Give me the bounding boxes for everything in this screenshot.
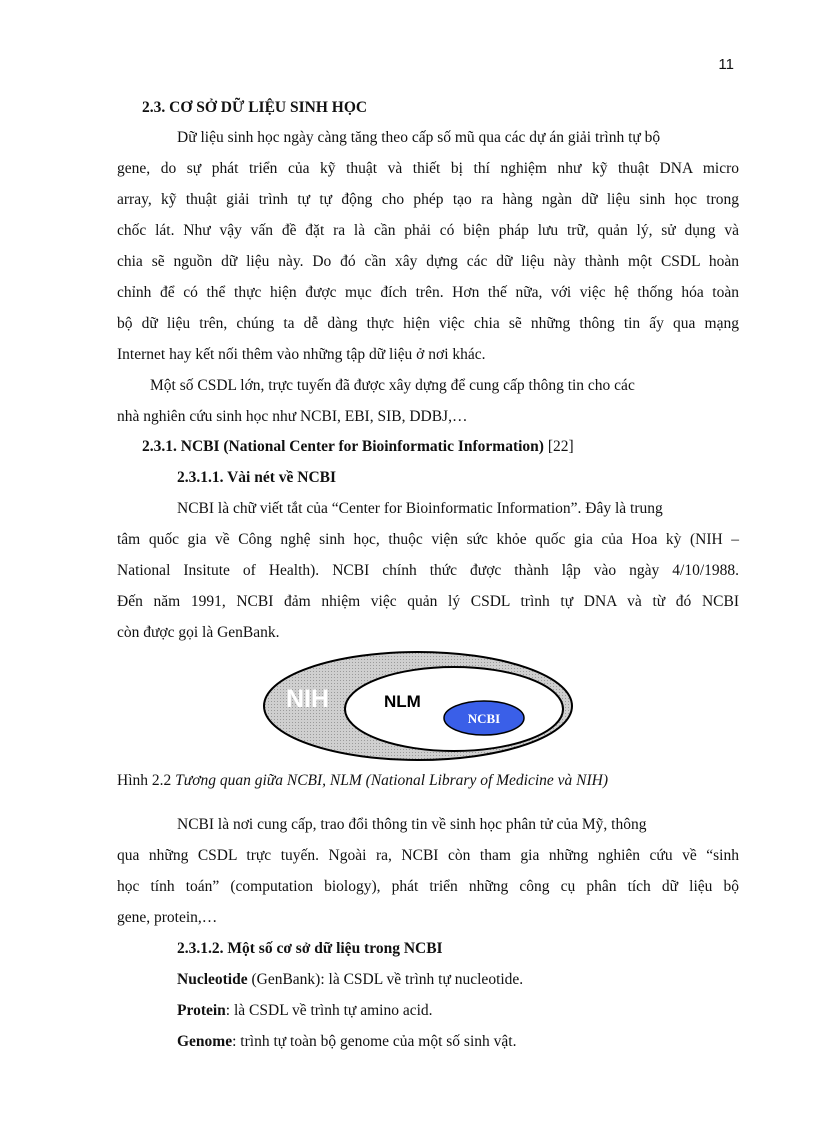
page-number: 11 xyxy=(718,56,734,73)
subsection-heading xyxy=(142,437,574,457)
item-text: : trình tự toàn bộ genome của một số sinh vật. xyxy=(232,1033,517,1050)
list-item xyxy=(177,1001,433,1021)
paragraph-line: NCBI là nơi cung cấp, trao đổi thông tin về sinh học phân tử của Mỹ, thông xyxy=(177,816,647,833)
list-item xyxy=(177,1032,516,1052)
caption-text: Tương quan giữa NCBI, NLM (National Library of Medicine và NIH) xyxy=(175,772,609,789)
paragraph-line: chốc lát. Như vậy vấn đề đặt ra là cần phải có biện pháp lưu trữ, quản lý, sử dụng và xyxy=(117,222,739,239)
section-heading: 2.3. CƠ SỞ DỮ LIỆU SINH HỌC xyxy=(142,99,368,116)
nlm-label: NLM xyxy=(384,692,421,711)
paragraph-line: Dữ liệu sinh học ngày càng tăng theo cấp số mũ qua các dự án giải trình tự bộ xyxy=(177,129,661,146)
paragraph-line: bộ dữ liệu trên, chúng ta dễ dàng thực hiện việc chia sẽ những thông tin ấy qua mạng xyxy=(117,315,739,332)
subsection-title: 2.3.1. NCBI (National Center for Bioinformatic Information) xyxy=(142,438,544,455)
item-text: : là CSDL về trình tự amino acid. xyxy=(225,1002,433,1019)
paragraph-line: Đến năm 1991, NCBI đảm nhiệm việc quản lý CSDL trình tự DNA và từ đó NCBI xyxy=(117,593,739,610)
paragraph-line: gene, do sự phát triển của kỹ thuật và thiết bị thí nghiệm như kỹ thuật DNA micro xyxy=(117,160,739,177)
paragraph-line: học tính toán” (computation biology), phát triển những công cụ phân tích dữ liệu bộ xyxy=(117,878,739,895)
paragraph-line: Internet hay kết nối thêm vào những tập dữ liệu ở nơi khác. xyxy=(117,346,486,363)
item-term: Nucleotide xyxy=(177,971,248,988)
list-item xyxy=(177,970,523,990)
paragraph-line: chỉnh để có thể thực hiện được mục đích trên. Hơn thế nữa, với việc hệ thống hóa toàn xyxy=(117,284,739,301)
paragraph-line: nhà nghiên cứu sinh học như NCBI, EBI, SIB, DDBJ,… xyxy=(117,408,468,425)
figure-caption xyxy=(117,771,608,791)
paragraph-line: còn được gọi là GenBank. xyxy=(117,624,280,641)
sub1-heading: 2.3.1.1. Vài nét về NCBI xyxy=(177,469,337,486)
paragraph-line: array, kỹ thuật giải trình tự tự động cho phép tạo ra hàng ngàn dữ liệu sinh học trong xyxy=(117,191,739,208)
paragraph-line: chia sẽ nguồn dữ liệu này. Do đó cần xây dựng các dữ liệu này thành một CSDL hoàn xyxy=(117,253,739,270)
paragraph-line: tâm quốc gia về Công nghệ sinh học, thuộc viện sức khỏe quốc gia của Hoa kỳ (NIH – xyxy=(117,531,739,548)
paragraph-line: National Insitute of Health). NCBI chính thức được thành lập vào ngày 4/10/1988. xyxy=(117,562,739,579)
paragraph-line: qua những CSDL trực tuyến. Ngoài ra, NCBI còn tham gia những nghiên cứu về “sinh xyxy=(117,847,739,864)
caption-prefix: Hình 2.2 xyxy=(117,772,176,789)
ncbi-nlm-nih-diagram xyxy=(262,650,574,762)
paragraph-line: Một số CSDL lớn, trực tuyến đã được xây dựng để cung cấp thông tin cho các xyxy=(150,377,635,394)
nih-label: NIH xyxy=(286,685,330,713)
reference: [22] xyxy=(543,438,574,455)
paragraph-line: NCBI là chữ viết tắt của “Center for Bioinformatic Information”. Đây là trung xyxy=(177,500,663,517)
sub2-heading: 2.3.1.2. Một số cơ sở dữ liệu trong NCBI xyxy=(177,940,443,957)
item-term: Genome xyxy=(177,1033,233,1050)
ncbi-label: NCBI xyxy=(467,711,501,726)
item-text: (GenBank): là CSDL về trình tự nucleotide. xyxy=(247,971,524,988)
paragraph-line: gene, protein,… xyxy=(117,909,218,926)
item-term: Protein xyxy=(177,1002,226,1019)
